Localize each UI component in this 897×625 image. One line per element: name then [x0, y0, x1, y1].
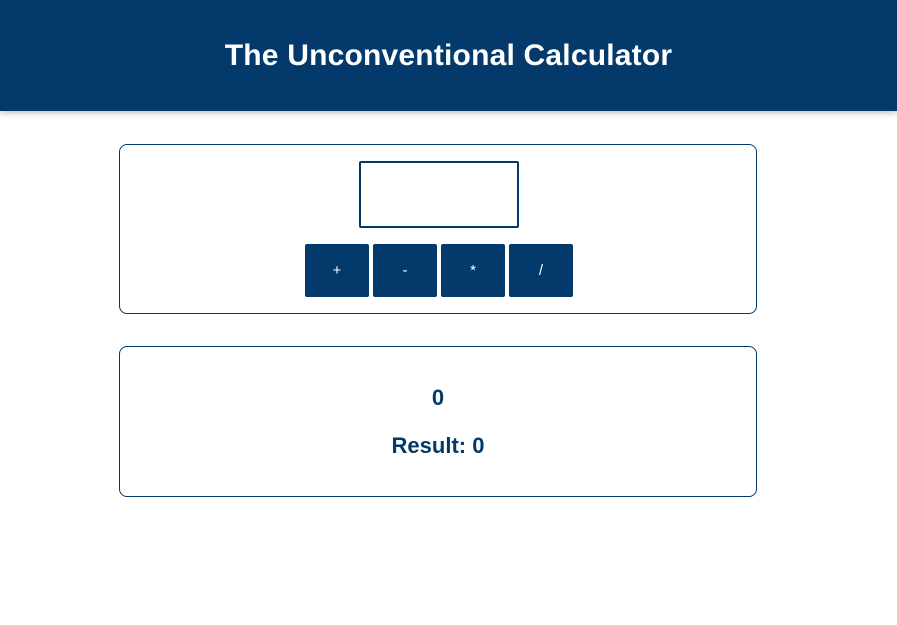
- current-calculation: 0: [431, 385, 445, 410]
- result-label: Result:: [391, 433, 467, 458]
- divide-button[interactable]: /: [509, 244, 573, 297]
- operation-buttons: [305, 244, 573, 297]
- page-title: The Unconventional Calculator: [224, 38, 673, 72]
- input-card: [119, 144, 757, 314]
- subtract-button[interactable]: -: [373, 244, 437, 297]
- multiply-button[interactable]: *: [441, 244, 505, 297]
- app-header: [0, 0, 897, 111]
- result-display: [120, 433, 756, 459]
- result-card: [119, 346, 757, 497]
- number-input[interactable]: [359, 161, 519, 228]
- add-button[interactable]: +: [305, 244, 369, 297]
- result-value: 0: [472, 433, 485, 458]
